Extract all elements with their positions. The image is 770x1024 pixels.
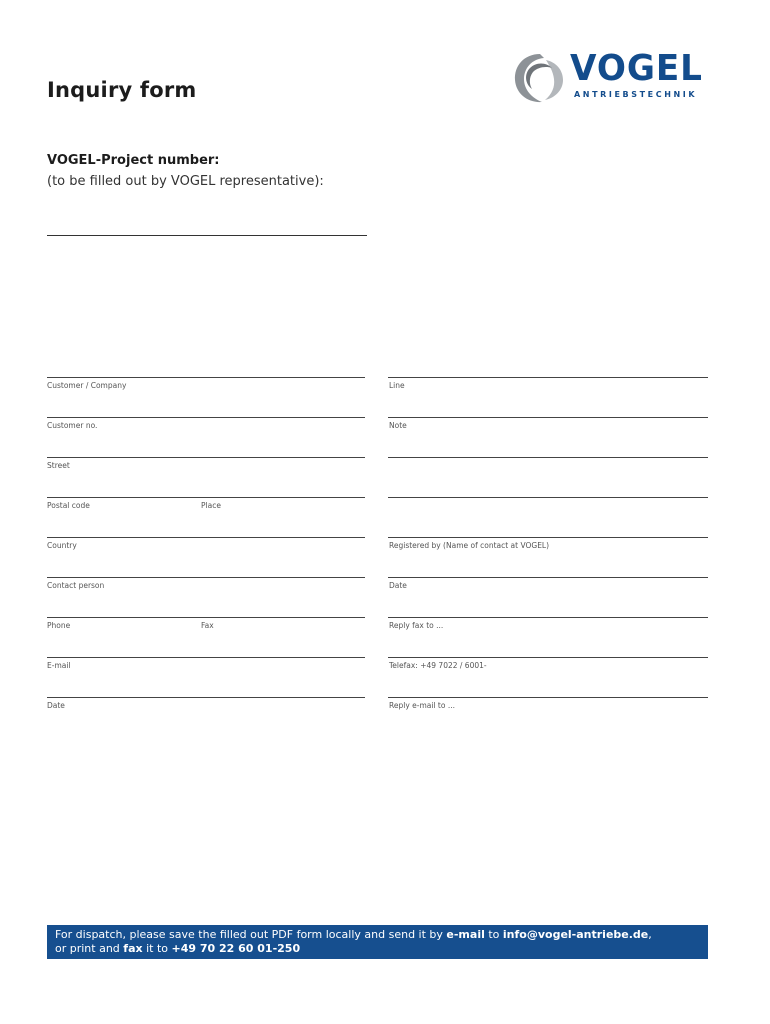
customer-no-field[interactable] <box>47 417 365 418</box>
customer-no-label: Customer no. <box>47 421 98 430</box>
customer-company-label: Customer / Company <box>47 381 127 390</box>
fax-number: +49 70 22 60 01-250 <box>171 942 301 955</box>
postal-code-place-field[interactable] <box>47 497 365 498</box>
postal-code-label: Postal code <box>47 501 90 510</box>
reply-fax-field[interactable] <box>388 617 708 618</box>
fax-to: it to <box>142 942 172 955</box>
contact-person-field[interactable] <box>47 577 365 578</box>
street-field[interactable] <box>47 457 365 458</box>
country-label: Country <box>47 541 77 550</box>
note-field-3[interactable] <box>388 497 708 498</box>
project-number-field[interactable] <box>47 235 367 236</box>
logo-brand: VOGEL <box>570 48 703 89</box>
registered-by-label: Registered by (Name of contact at VOGEL) <box>389 541 550 550</box>
dispatch-comma: , <box>648 928 652 941</box>
print-text: or print and <box>55 942 124 955</box>
registered-by-field[interactable] <box>388 537 708 538</box>
date-right-field[interactable] <box>388 577 708 578</box>
reply-email-field[interactable] <box>388 697 708 698</box>
date-label: Date <box>47 701 65 710</box>
page-title: Inquiry form <box>47 78 197 102</box>
project-number-note: (to be filled out by VOGEL representative): <box>47 174 324 189</box>
email-label: E-mail <box>47 661 71 670</box>
email-field[interactable] <box>47 657 365 658</box>
place-label: Place <box>201 501 221 510</box>
phone-label: Phone <box>47 621 71 630</box>
vogel-logo <box>510 50 715 106</box>
fax-label: Fax <box>201 621 214 630</box>
email-method: e-mail <box>446 928 485 941</box>
customer-company-field[interactable] <box>47 377 365 378</box>
logo-swirl-icon <box>510 50 568 106</box>
street-label: Street <box>47 461 70 470</box>
fax-method: fax <box>123 942 143 955</box>
telefax-label: Telefax: +49 7022 / 6001- <box>389 661 487 670</box>
reply-fax-label: Reply fax to ... <box>389 621 444 630</box>
line-field[interactable] <box>388 377 708 378</box>
reply-email-label: Reply e-mail to ... <box>389 701 455 710</box>
contact-person-label: Contact person <box>47 581 105 590</box>
logo-subtitle: ANTRIEBSTECHNIK <box>574 90 698 99</box>
dispatch-text: For dispatch, please save the filled out PDF form locally and send it by <box>55 928 447 941</box>
date-right-label: Date <box>389 581 407 590</box>
note-field[interactable] <box>388 417 708 418</box>
dispatch-to: to <box>484 928 503 941</box>
note-field-2[interactable] <box>388 457 708 458</box>
phone-fax-field[interactable] <box>47 617 365 618</box>
date-field[interactable] <box>47 697 365 698</box>
country-field[interactable] <box>47 537 365 538</box>
line-label: Line <box>389 381 405 390</box>
dispatch-instructions <box>47 925 708 959</box>
note-label: Note <box>389 421 407 430</box>
dispatch-line-2 <box>55 942 700 956</box>
dispatch-line-1 <box>55 928 700 942</box>
email-address-link[interactable]: info@vogel-antriebe.de <box>502 928 649 941</box>
telefax-field[interactable] <box>388 657 708 658</box>
project-number-label: VOGEL-Project number: <box>47 153 220 168</box>
